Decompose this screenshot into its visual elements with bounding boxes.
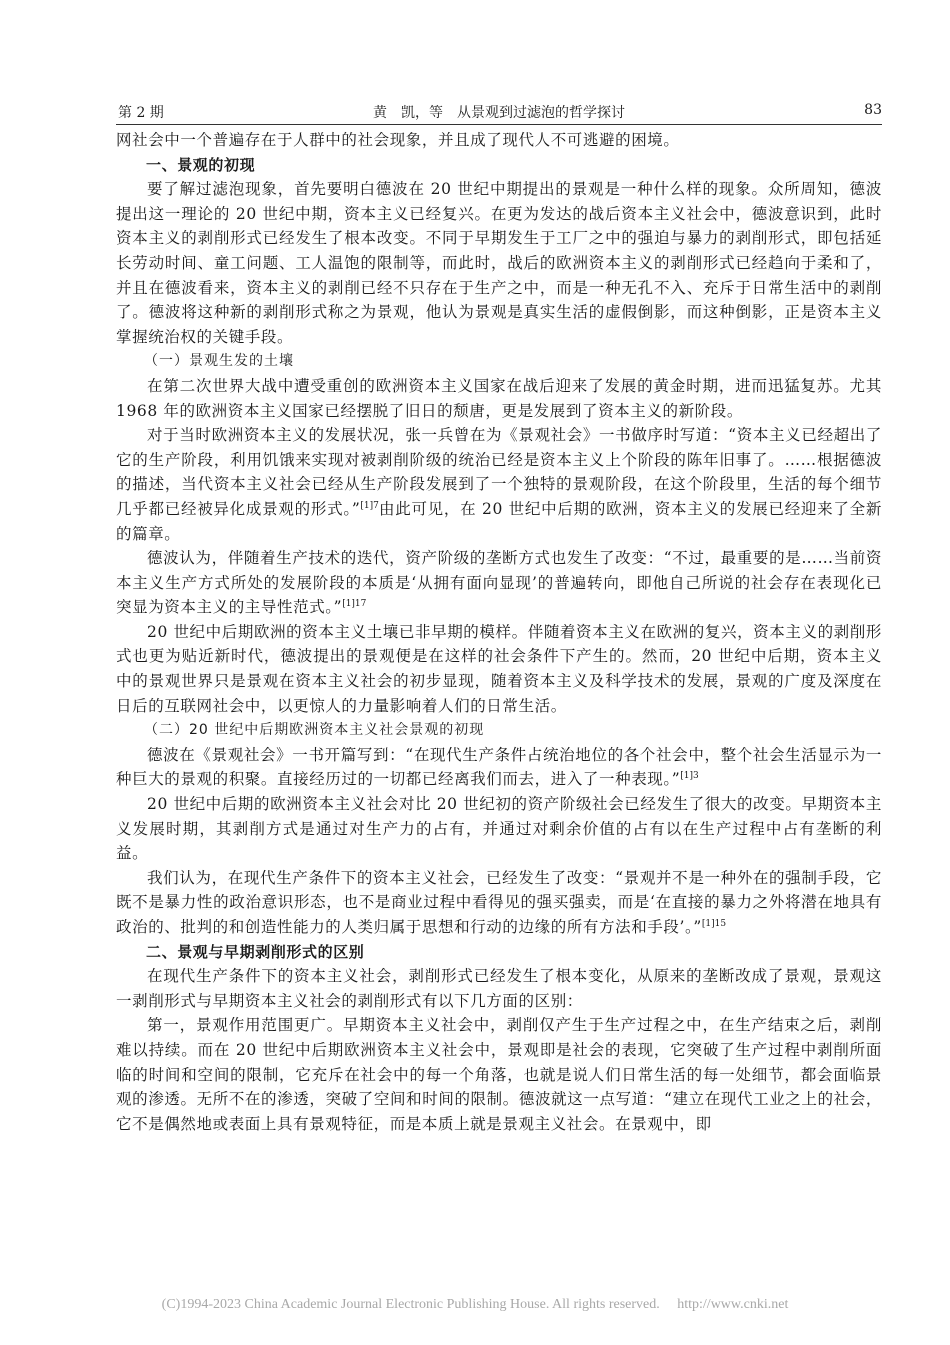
paragraph	[116, 866, 882, 940]
paragraph: 要了解过滤泡现象，首先要明白德波在 20 世纪中期提出的景观是一种什么样的现象。众所周知，德波提出这一理论的 20 世纪中期，资本主义已经复兴。在更为发达的战后资本主义社会中，德波意识到，此时资本主义的剥削形式已经发生了根本改变。不同于早期发生于工厂之中的强迫与暴力的剥削形式，即包括延长劳动时间、童工问题、工人温饱的限制等，而此时，战后的欧洲资本主义的剥削形式已经趋向于柔和了，并且在德波看来，资本主义的剥削已经不只存在于生产之中，而是一种无孔不入、充斥于日常生活中的剥削了。德波将这种新的剥削形式称之为景观，他认为景观是真实生活的虚假倒影，而这种倒影，正是资本主义掌握统治权的关键手段。	[116, 180, 882, 346]
subsection-heading: （二）20 世纪中后期欧洲资本主义社会景观的初现	[144, 722, 485, 739]
paragraph: 20 世纪中后期欧洲的资本主义土壤已非早期的模样。伴随着资本主义在欧洲的复兴，资本主义的剥削形式也更为贴近新时代，德波提出的景观便是在这样的社会条件下产生的。然而，20 世纪中后期，资本主义中的景观世界只是景观在资本主义社会的初步显现，随着资本主义及科学技术的发展，景观的广度及深度在日后的互联网社会中，以更惊人的力量影响着人们的日常生活。	[116, 622, 882, 715]
paragraph: 20 世纪中后期的欧洲资本主义社会对比 20 世纪初的资产阶级社会已经发生了很大的改变。早期资本主义发展时期，其剥削方式是通过对生产力的占有，并通过对剩余价值的占有以在生产过程中占有垄断的利益。	[116, 795, 882, 863]
citation-marker: [1]17	[342, 599, 367, 610]
paragraph-text: 德波认为，伴随着生产技术的迭代，资产阶级的垄断方式也发生了改变：“不过，最重要的是……当前资本主义生产方式所处的发展阶段的本质是‘从拥有面向显现’的普遍转向，即他自己所说的社会存在表现化已突显为资本主义的主导性范式。”	[116, 549, 882, 617]
paragraph: 在现代生产条件下的资本主义社会，剥削形式已经发生了根本变化，从原来的垄断改成了景观，景观这一剥削形式与早期资本主义社会的剥削形式有以下几方面的区别：	[116, 967, 882, 1010]
paragraph	[116, 423, 882, 546]
running-title: 黄 凯，等 从景观到过滤泡的哲学探讨	[373, 105, 625, 121]
paragraph-text: 德波在《景观社会》一书开篇写到：“在现代生产条件占统治地位的各个社会中，整个社会生活显示为一种巨大的景观的积聚。直接经历过的一切都已经离我们而去，进入了一种表现。”	[116, 745, 882, 789]
section-heading: 一、景观的初现	[146, 155, 256, 174]
citation-marker: [1]7	[360, 500, 379, 511]
copyright-text: (C)1994-2023 China Academic Journal Electronic Publishing House. All rights reserved.	[161, 1297, 660, 1312]
page-number: 83	[864, 102, 882, 118]
paragraph-text: 我们认为，在现代生产条件下的资本主义社会，已经发生了改变：“景观并不是一种外在的强制手段，它既不是暴力性的政治意识形态，也不是商业过程中看得见的强买强卖，而是‘在直接的暴力之外将潜在地具有政治的、批判的和创造性能力的人类归属于思想和行动的边缘的所有方法和手段’。”	[116, 868, 882, 936]
paragraph-text: 由此可见，在 20 世纪中后期的欧洲，资本主义的发展已经迎来了全新的篇章。	[116, 499, 882, 543]
running-header	[116, 98, 882, 125]
paragraph: 网社会中一个普遍存在于人群中的社会现象，并且成了现代人不可逃避的困境。	[116, 131, 680, 149]
website-link[interactable]: http://www.cnki.net	[677, 1297, 789, 1312]
article-body	[116, 128, 882, 1136]
paragraph-text: 对于当时欧洲资本主义的发展状况，张一兵曾在为《景观社会》一书做序时写道：“资本主义已经超出了它的生产阶段，利用饥饿来实现对被剥削阶级的统治已经是资本主义上个阶段的陈年旧事了。……根据德波的描述，当代资本主义社会已经从生产阶段发展到了一个独特的景观阶段，在这个阶段里，生活的每个细节几乎都已经被异化成景观的形式。”	[116, 426, 882, 518]
issue-number: 第 2 期	[118, 105, 164, 121]
paragraph: 在第二次世界大战中遭受重创的欧洲资本主义国家在战后迎来了发展的黄金时期，进而迅猛复苏。尤其 1968 年的欧洲资本主义国家已经摆脱了旧日的颓唐，更是发展到了资本主义的新阶段。	[116, 376, 882, 420]
paragraph	[116, 546, 882, 620]
copyright-footer	[0, 1297, 950, 1313]
paragraph	[116, 743, 882, 792]
paragraph: 第一，景观作用范围更广。早期资本主义社会中，剥削仅产生于生产过程之中，在生产结束之后，剥削难以持续。而在 20 世纪中后期欧洲资本主义社会中，景观即是社会的表现，它突破了生产过程中剥削所面临的时间和空间的限制，它充斥在社会中的每一个角落，也就是说人们日常生活的每一处细节，都会面临景观的渗透。无所不在的渗透，突破了空间和时间的限制。德波就这一点写道：“建立在现代工业之上的社会，它不是偶然地或表面上具有景观特征，而是本质上就是景观主义社会。在景观中，即	[116, 1016, 882, 1133]
section-heading: 二、景观与早期剥削形式的区别	[146, 942, 365, 961]
subsection-heading: （一）景观生发的土壤	[144, 353, 294, 370]
citation-marker: [1]3	[680, 771, 699, 782]
citation-marker: [1]15	[701, 918, 727, 929]
